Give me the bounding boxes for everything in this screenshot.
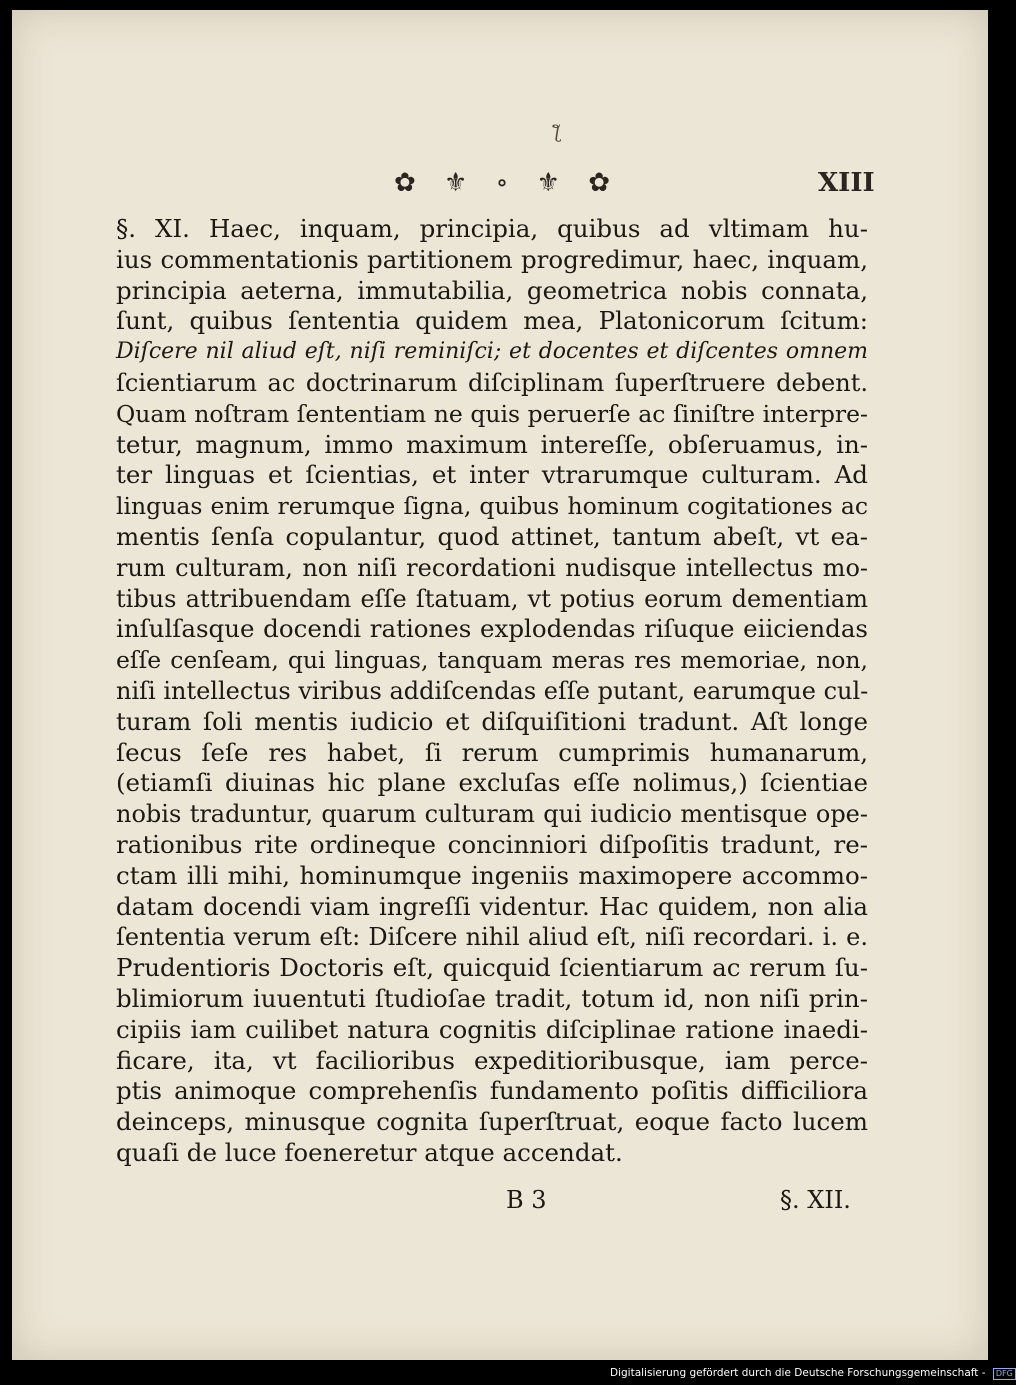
signature-mark: B 3	[506, 1186, 547, 1214]
text-line: ius commentationis partitionem progredimur, haec, inquam,	[116, 244, 868, 274]
credit-text: Digitalisierung gefördert durch die Deutsche Forschungsgemeinschaft -	[610, 1367, 986, 1379]
catchword: §. XII.	[780, 1186, 851, 1214]
text-line: rationibus rite ordineque concinniori diſpoſitis tradunt, re-	[116, 829, 868, 859]
text-line: tetur, magnum, immo maximum intereſſe, obſeruamus, in-	[116, 429, 868, 459]
text-line: niſi intellectus viribus addiſcendas eſſe putant, earumque cul-	[116, 676, 869, 705]
text-line: ſcientiarum ac doctrinarum diſciplinam ſuperſtruere debent.	[116, 368, 868, 397]
text-line: rum culturam, non niſi recordationi nudisque intellectus mo-	[116, 553, 868, 582]
text-line: deinceps, minusque cognita ſuperſtruat, eoque facto lucem	[116, 1107, 868, 1137]
text-line: Prudentioris Doctoris eſt, quicquid ſcientiarum ac rerum ſu-	[116, 953, 868, 983]
text-line: ctam illi mihi, hominumque ingeniis maximopere accommo-	[116, 860, 868, 890]
page-number: XIII	[818, 168, 875, 198]
text-line: ſecus ſeſe res habet, ſi rerum cumprimis humanarum,	[116, 737, 868, 767]
body-text	[116, 214, 868, 1169]
text-line: datam docendi viam ingreſſi videntur. Hac quidem, non alia	[116, 891, 868, 921]
text-line: eſſe cenſeam, qui linguas, tanquam meras res memoriae, non,	[116, 646, 868, 675]
book-page	[12, 10, 988, 1360]
text-line: §. XI. Haec, inquam, principia, quibus ad vltimam hu-	[116, 214, 868, 243]
text-line: ſunt, quibus ſententia quidem mea, Platonicorum ſcitum:	[116, 306, 868, 336]
text-line: inſulſasque docendi rationes explodendas riſuque eiiciendas	[116, 614, 868, 644]
top-mark: ƪ	[554, 122, 560, 143]
text-line: ficare, ita, vt facilioribus expeditioribusque, iam perce-	[116, 1045, 868, 1075]
text-line: Quam noſtram ſententiam ne quis peruerſe ac ſiniſtre interpre-	[116, 399, 868, 428]
text-line: mentis ſenſa copulantur, quod attinet, tantum abeſt, vt ea-	[116, 521, 868, 551]
text-line: nobis traduntur, quarum culturam qui iudicio mentisque ope-	[116, 800, 868, 829]
text-line: Diſcere nil aliud eſt, niſi reminiſci; et docentes et diſcentes omnem	[116, 339, 868, 365]
text-line: linguas enim rerumque ſigna, quibus hominum cogitationes ac	[116, 492, 868, 521]
text-line: ter linguas et ſcientias, et inter vtrarumque culturam. Ad	[116, 460, 868, 490]
text-line: (etiamſi diuinas hic plane excluſas eſſe nolimus,) ſcientiae	[116, 768, 868, 798]
digitization-credit	[610, 1367, 1016, 1380]
text-line: quaſi de luce foeneretur atque accendat.	[116, 1137, 623, 1167]
dfg-logo-icon: DFG	[993, 1368, 1016, 1380]
text-line: blimiorum iuuentuti ſtudioſae tradit, totum id, non niſi prin-	[116, 983, 868, 1013]
text-line: ptis animoque comprehenſis fundamento poſitis difficiliora	[116, 1076, 868, 1106]
text-line: ſententia verum eſt: Diſcere nihil aliud eſt, niſi recordari. i. e.	[116, 923, 868, 952]
text-line: cipiis iam cuilibet natura cognitis diſciplinae ratione inaedi-	[116, 1014, 868, 1044]
header-ornament: ✿ ⚜ ∘ ⚜ ✿	[394, 168, 620, 198]
text-line: tibus attribuendam eſſe ſtatuam, vt potius eorum dementiam	[116, 584, 868, 613]
text-line: turam ſoli mentis iudicio et diſquiſitioni tradunt. Aſt longe	[116, 706, 868, 736]
text-line: principia aeterna, immutabilia, geometrica nobis connata,	[116, 275, 868, 305]
